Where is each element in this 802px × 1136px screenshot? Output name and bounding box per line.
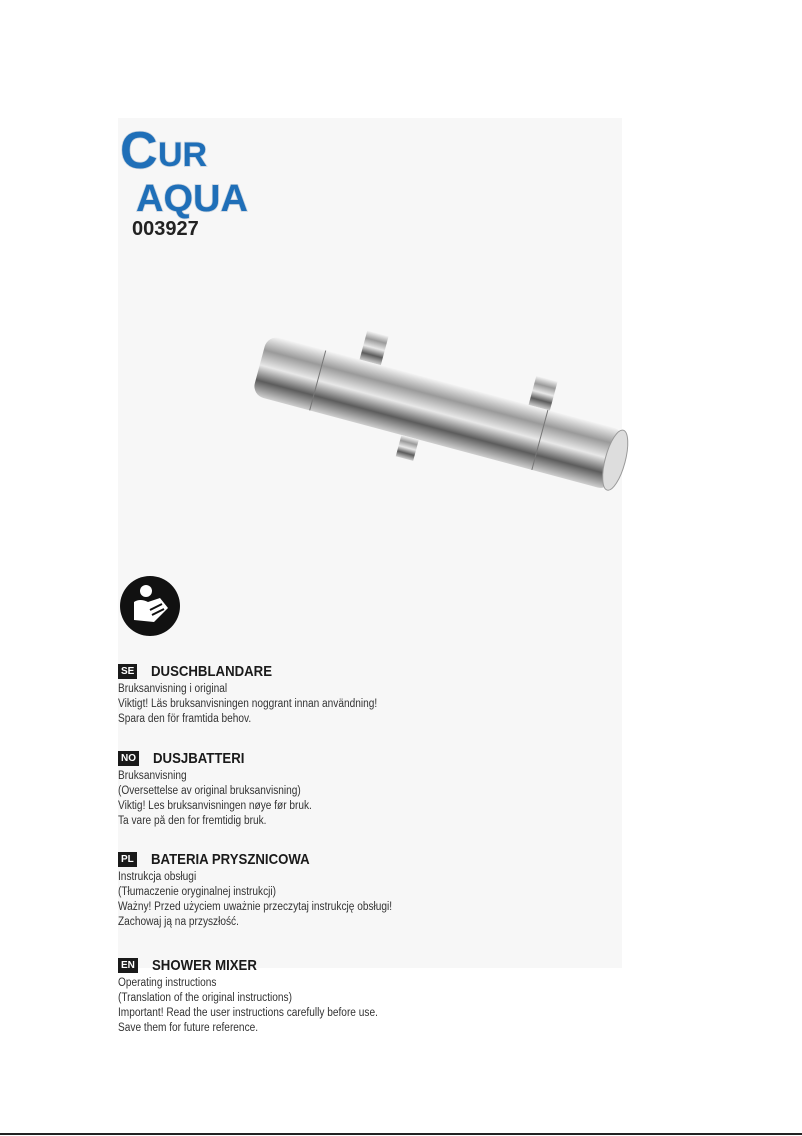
product-code: 003927 — [132, 218, 199, 240]
language-badge: NO — [118, 751, 139, 766]
svg-text:AQUA: AQUA — [136, 178, 248, 220]
section-line: (Tłumaczenie oryginalnej instrukcji) — [118, 886, 277, 898]
section-no — [118, 749, 338, 829]
section-title: SHOWER MIXER — [151, 956, 257, 974]
section-line: (Oversettelse av original bruksanvisning) — [118, 785, 301, 797]
section-line: Bruksanvisning — [118, 770, 187, 782]
section-line: Operating instructions — [118, 977, 217, 989]
language-badge: EN — [118, 958, 138, 973]
section-line: Spara den för framtida behov. — [118, 713, 252, 725]
section-title: BATERIA PRYSZNICOWA — [150, 850, 310, 868]
section-line: Instrukcja obsługi — [118, 871, 197, 883]
language-badge: SE — [118, 664, 137, 679]
bottom-divider — [0, 1133, 802, 1135]
svg-text:C: C — [120, 122, 158, 180]
curaqua-logo — [118, 116, 268, 221]
section-title: DUSCHBLANDARE — [151, 662, 273, 680]
section-en — [118, 956, 413, 1036]
language-badge: PL — [118, 852, 137, 867]
section-title: DUSJBATTERI — [153, 749, 245, 767]
read-manual-icon — [120, 576, 180, 636]
svg-text:UR: UR — [158, 136, 208, 174]
cover-background — [118, 118, 622, 968]
section-line: Viktigt! Läs bruksanvisningen noggrant innan användning! — [118, 698, 378, 710]
shower-mixer-image — [230, 330, 640, 530]
section-line: Ta vare på den for fremtidig bruk. — [118, 815, 267, 827]
section-pl — [118, 850, 429, 930]
section-line: Viktig! Les bruksanvisningen nøye før bruk. — [118, 800, 312, 812]
section-line: (Translation of the original instructions) — [118, 992, 292, 1004]
section-line: Ważny! Przed użyciem uważnie przeczytaj instrukcję obsługi! — [118, 901, 393, 913]
section-line: Bruksanvisning i original — [118, 683, 228, 695]
section-line: Zachowaj ją na przyszłość. — [118, 916, 239, 928]
section-line: Save them for future reference. — [118, 1022, 259, 1034]
section-se — [118, 662, 413, 727]
section-line: Important! Read the user instructions carefully before use. — [118, 1007, 378, 1019]
